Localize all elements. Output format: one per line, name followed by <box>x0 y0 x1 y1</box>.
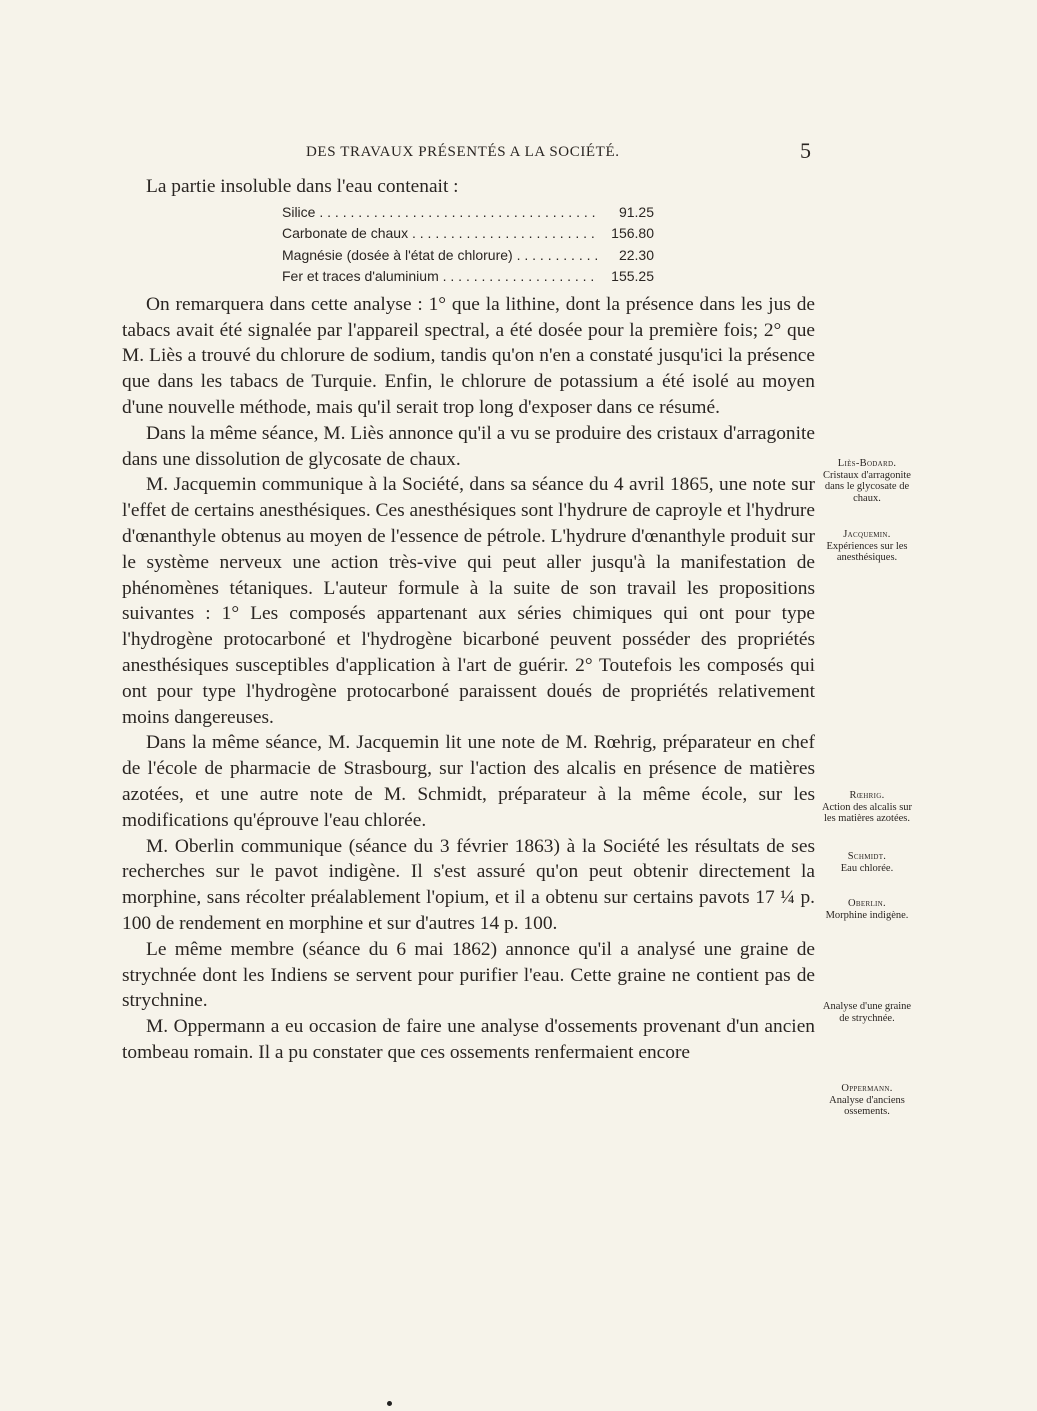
margin-note-oberlin <box>818 898 916 921</box>
margin-note-text: Analyse d'anciens ossements. <box>829 1094 905 1117</box>
margin-note-name: Jacquemin. <box>843 529 891 540</box>
paragraph-lies: Dans la même séance, M. Liès annonce qu'il a vu se produire des cristaux d'arragonite dans une dissolution de glycosate de chaux. <box>122 422 815 470</box>
margin-note-name: Schmidt. <box>847 851 887 862</box>
margin-note-name: Oberlin. <box>848 898 886 909</box>
body-text <box>122 174 815 1066</box>
margin-note-name: Liès-Bodard. <box>837 458 897 469</box>
row-label: Magnésie (dosée à l'état de chlorure) . . . <box>282 245 598 267</box>
table-row <box>282 266 654 288</box>
margin-note-text: Analyse d'une graine de strychnée. <box>822 1001 912 1024</box>
margin-note-strychnee <box>818 1001 916 1024</box>
paragraph-strychnee: Le même membre (séance du 6 mai 1862) annonce qu'il a analysé une graine de strychnée dont les Indiens se servent pour purifier l'eau. Cette graine ne contient pas de strychnine. <box>122 938 815 1012</box>
row-value: 155.25 <box>611 268 654 285</box>
paragraph-oppermann: M. Oppermann a eu occasion de faire une analyse d'ossements provenant d'un ancien tombeau romain. Il a pu constater que ces ossements renfermaient encore <box>122 1016 815 1063</box>
table-row <box>282 223 654 245</box>
margin-note-jacquemin <box>818 529 916 564</box>
row-label: Silice . . . <box>282 202 598 224</box>
row-value: 91.25 <box>618 203 654 220</box>
margin-note-oppermann <box>818 1083 916 1118</box>
margin-note-name: Oppermann. <box>841 1083 893 1094</box>
paragraph-roehrig-schmidt: Dans la même séance, M. Jacquemin lit une note de M. Rœhrig, préparateur en chef de l'école de pharmacie de Strasbourg, sur l'action des alcalis en présence de matières azotées, et une autre note de M. Schmidt, préparateur à la même école, sur les modifications qu'éprouve l'eau chlorée. <box>122 732 815 831</box>
margin-note-text: Expériences sur les anesthésiques. <box>826 540 908 563</box>
margin-note-text: Eau chlorée. <box>840 862 894 874</box>
margin-note-text: Morphine indigène. <box>825 909 909 921</box>
margin-note-roehrig <box>818 790 916 825</box>
row-label: Fer et traces d'aluminium . . . <box>282 266 598 288</box>
paragraph-oberlin: M. Oberlin communique (séance du 3 février 1863) à la Société les résultats de ses recherches sur le pavot indigène. Il s'est assuré qu'on peut obtenir directement la morphine, sans récolter préalablement l'opium, et il a obtenu sur certains pavots 17 ¼ p. 100 de rendement en morphine et sur d'autres 14 p. 100. <box>122 835 815 934</box>
row-value: 22.30 <box>618 246 654 263</box>
margin-note-lies <box>818 458 916 504</box>
paragraph-analysis-remarks: On remarquera dans cette analyse : 1° que la lithine, dont la présence dans les jus de tabacs avait été signalée par l'appareil spectral, a été dosée pour la première fois; 2° que M. Liès a trouvé du chlorure de sodium, tandis qu'on n'en a constaté jusqu'ici la présence que dans les tabacs de Turquie. Enfin, le chlorure de potassium a été isolé au moyen d'une nouvelle méthode, mais qu'il serait trop long d'exposer dans ce résumé. <box>122 293 815 418</box>
margin-note-text: Cristaux d'arragonite dans le glycosate de chaux. <box>823 469 911 504</box>
row-label: Carbonate de chaux . . . <box>282 223 598 245</box>
margin-note-text: Action des alcalis sur les matières azotées. <box>821 801 913 824</box>
table-row <box>282 245 654 267</box>
ink-dot <box>387 1401 392 1406</box>
table-row <box>282 202 654 224</box>
intro-paragraph: La partie insoluble dans l'eau contenait : <box>146 176 459 197</box>
page-number: 5 <box>800 138 811 163</box>
paragraph-jacquemin: M. Jacquemin communique à la Société, dans sa séance du 4 avril 1865, une note sur l'effet de certains anesthésiques. Ces anesthésiques sont l'hydrure de caproyle et l'hydrure d'œnanthyle obtenus au moyen de l'essence de pétrole. L'hydrure d'œnanthyle produit sur le système nerveux une action très-vive qui peut aller jusqu'à la manifestation de phénomènes tétaniques. L'auteur formule à la suite de son travail les propositions suivantes : 1° Les composés appartenant aux séries chimiques qui ont pour type l'hydrogène protocarboné et l'hydrogène bicarboné peuvent posséder des propriétés anesthésiques susceptibles d'application à l'art de guérir. 2° Toutefois les composés qui ont pour type l'hydrogène protocarboné paraissent doués de propriétés relativement moins dangereuses. <box>122 474 815 728</box>
row-value: 156.80 <box>611 225 654 242</box>
running-header: DES TRAVAUX PRÉSENTÉS A LA SOCIÉTÉ. <box>306 144 620 160</box>
margin-note-schmidt <box>818 851 916 874</box>
margin-note-name: Rœhrig. <box>849 790 885 801</box>
analysis-table <box>282 202 654 288</box>
